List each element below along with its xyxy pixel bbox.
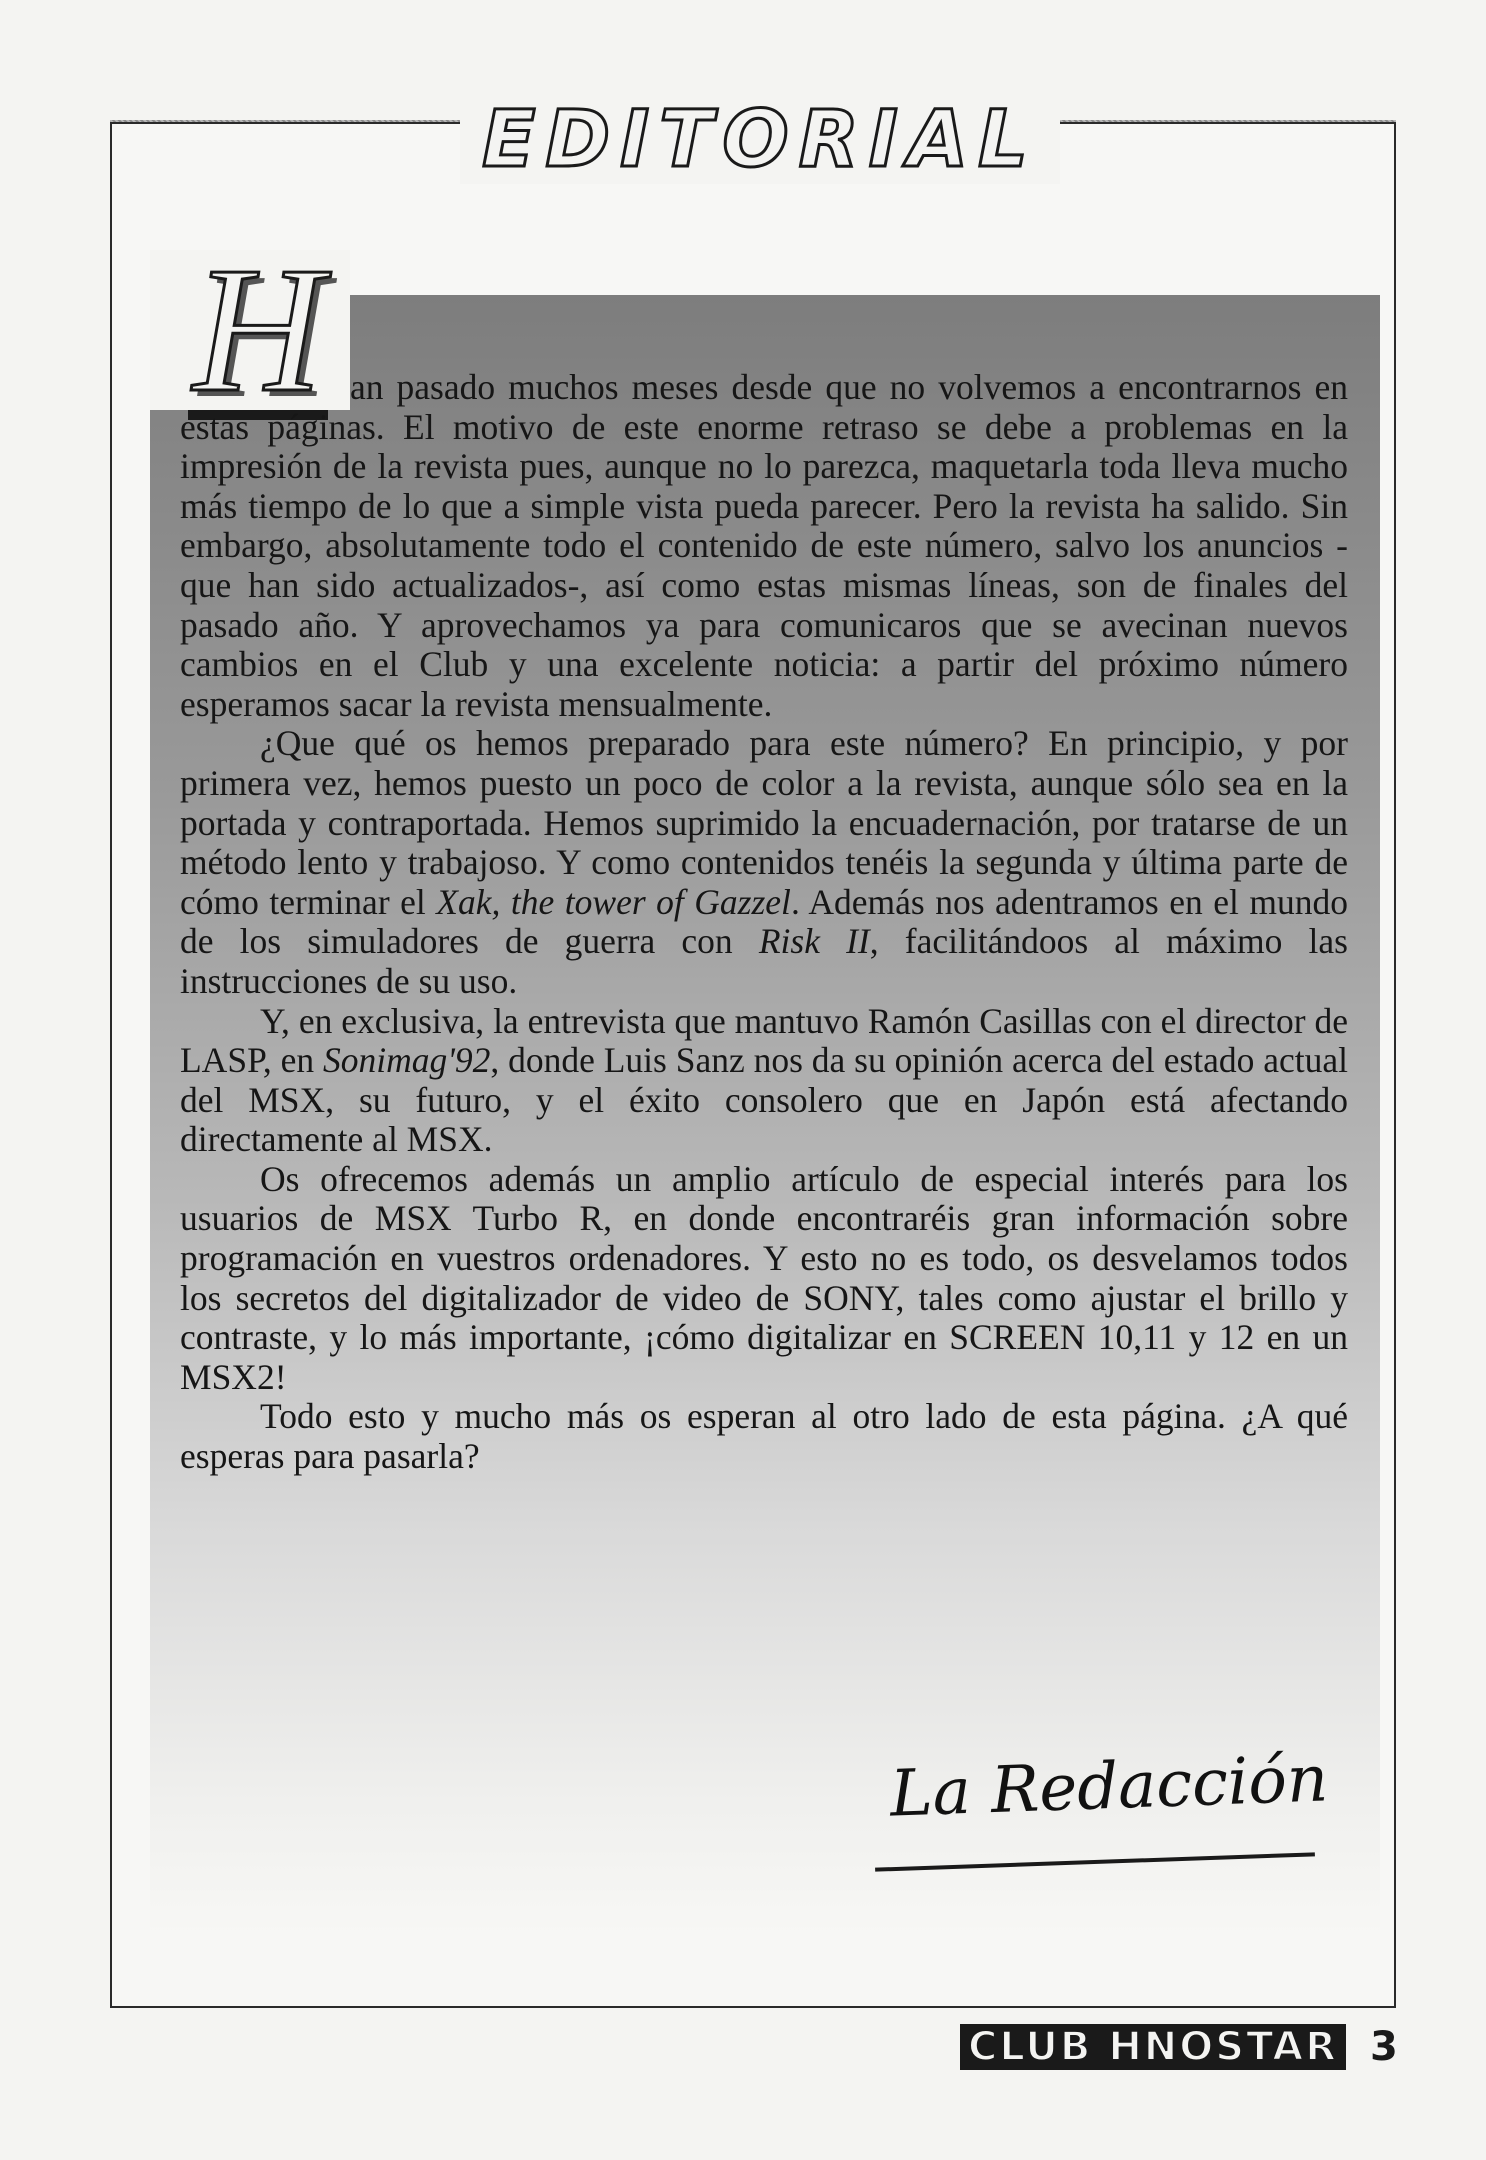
paragraph-3 [180, 1002, 1348, 1160]
magazine-logo: CLUB HNOSTAR [960, 2024, 1346, 2070]
paragraph-1 [180, 368, 1348, 724]
paragraph-4: Os ofrecemos además un amplio artículo de especial interés para los usuarios de MSX Turbo R, en donde encontraréis gran información sobre programación en vuestros ordenadores. Y esto no es todo, os desvelamos todos los secretos del digitalizador de video de SONY, tales como ajustar el brillo y contraste, y lo más importante, ¡cómo digitalizar en SCREEN 10,11 y 12 en un MSX2! [180, 1158, 1348, 1397]
footer [960, 2024, 1400, 2070]
paragraph-2-text-c: , facilitándoos al máximo las instrucciones de su uso. [180, 921, 1348, 1001]
paragraph-5: Todo esto y mucho más os esperan al otro lado de esta página. ¿A qué esperas para pasarla? [180, 1396, 1348, 1477]
page-number: 3 [1370, 2024, 1400, 2070]
event-name: Sonimag'92 [323, 1040, 491, 1081]
paragraph-2-text-b: . Además nos adentramos en el mundo de los simuladores de guerra con [180, 881, 1348, 962]
article-body [180, 368, 1348, 1477]
paragraph-3-text-b: , donde Luis Sanz nos da su opinión acerca del estado actual del MSX, su futuro, y el éxito consolero que en Japón está afectando directamente al MSX. [180, 1040, 1349, 1160]
drop-cap: H [188, 250, 328, 420]
paragraph-3-text-a: Y, en exclusiva, la entrevista que mantuvo Ramón Casillas con el director de LASP, en [180, 1000, 1348, 1081]
paragraph-2 [180, 724, 1348, 1001]
signature: La Redacción [888, 1742, 1330, 1832]
paragraph-1-text: an pasado muchos meses desde que no volvemos a encontrarnos en estas páginas. El motivo de este enorme retraso se debe a problemas en la impresión de la revista pues, aunque no lo parezca, maquetarla toda lleva mucho más tiempo de lo que a simple vista pueda parecer. Pero la revista ha salido. Sin embargo, absolutamente todo el contenido de este número, salvo los anuncios -que han sido actualizados-, así como estas mismas líneas, son de finales del pasado año. Y aprovechamos ya para comunicaros que se avecinan nuevos cambios en el Club y una excelente noticia: a partir del próximo número esperamos sacar la revista mensualmente. [180, 367, 1348, 724]
title-box [460, 96, 1060, 184]
page-title: EDITORIAL [482, 95, 1038, 185]
paragraph-2-text-a: ¿Que qué os hemos preparado para este número? En principio, y por primera vez, hemos puesto un poco de color a la revista, aunque sólo sea en la portada y contraportada. Hemos suprimido la encuadernación, por tratarse de un método lento y trabajoso. Y como contenidos tenéis la segunda y última parte de cómo terminar el [180, 723, 1348, 922]
game-title-risk: Risk II [758, 921, 870, 962]
game-title-xak: Xak, the tower of Gazzel [436, 881, 791, 922]
